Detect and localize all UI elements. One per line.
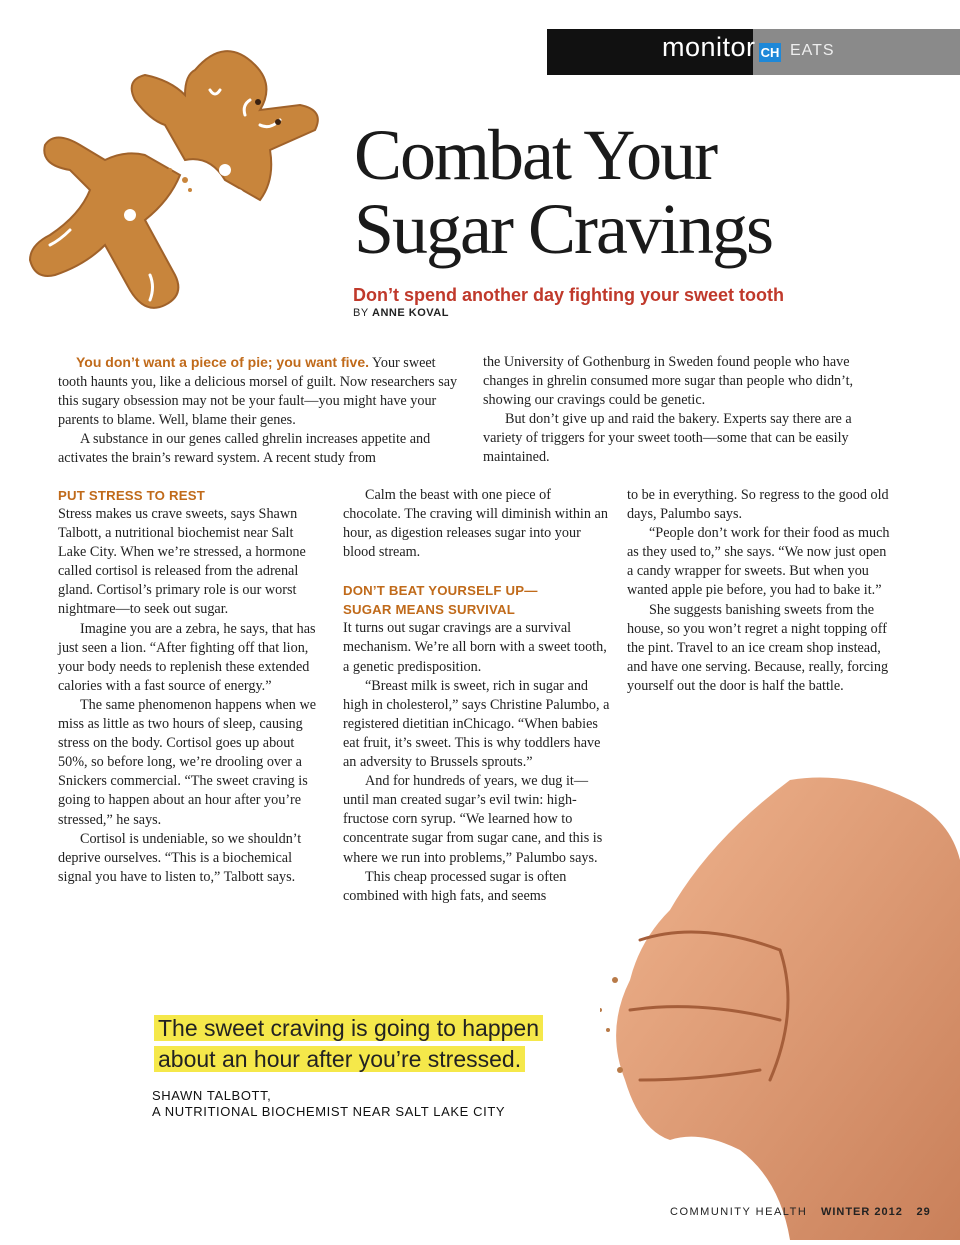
pull-quote-attribution (152, 1088, 505, 1120)
section-label: monitor (662, 32, 756, 62)
title-line: Combat Your (354, 115, 717, 195)
body-paragraph: She suggests banishing sweets from the house, so you won’t regret a night topping off the pint. Travel to an ice cream shop instead, and have one serving. Because, really, forcing yourself out the door is half the battle. (627, 601, 889, 694)
fist-image (600, 770, 960, 1240)
title-line: Sugar Cravings (354, 189, 772, 269)
broken-gingerbread-image (10, 30, 350, 330)
byline-prefix: BY (353, 307, 369, 319)
section-heading: PUT STRESS TO REST (58, 488, 205, 503)
page-number: 29 (916, 1206, 931, 1218)
body-paragraph: The same phenomenon happens when we miss as little as two hours of sleep, causing stress on the body. Cortisol goes up about 50%, so before long, we’re drooling over a Snickers commercial. “The sweet craving is going to happen about an hour after you’re stressed,” he says. (58, 696, 316, 828)
subsection-label: EATS (790, 42, 835, 59)
pull-quote-line: The sweet craving is going to happen (154, 1015, 543, 1041)
intro-paragraph (58, 353, 463, 430)
section-heading (343, 581, 611, 619)
publication-name: COMMUNITY HEALTH (670, 1206, 808, 1218)
attribution-line: SHAWN TALBOTT, (152, 1088, 272, 1103)
intro-paragraph: A substance in our genes called ghrelin increases appetite and activates the brain’s reward system. A recent study from (58, 431, 431, 467)
intro-paragraph: the University of Gothenburg in Sweden found people who have changes in ghrelin consumed more sugar than people who didn’t, showing our cravings could be genetic. (483, 354, 854, 409)
section-header-subbar (753, 29, 960, 75)
pull-quote (154, 1013, 574, 1075)
intro-column-left (58, 353, 463, 469)
body-column-3 (627, 486, 895, 696)
body-paragraph: Calm the beast with one piece of chocolate. The craving will diminish within an hour, as digestion releases sugar into your blood stream. (343, 487, 608, 561)
body-paragraph: “People don’t work for their food as much as they used to,” she says. “We now just open a candy wrapper for sweets. But when you wanted apple pie before, you had to bake it.” (627, 525, 890, 599)
article-title (354, 115, 914, 269)
page-footer (670, 1206, 931, 1218)
body-paragraph: And for hundreds of years, we dug it—until man created sugar’s evil twin: high-fructose corn syrup. “We learned how to concentrate sugar from sugar cane, and this is where we run into problems,” Palumbo says. (343, 773, 603, 866)
body-paragraph: Imagine you are a zebra, he says, that has just seen a lion. “After fighting off that lion, your body needs to replenish these extended calories with a fast source of energy.” (58, 620, 316, 694)
author-name: ANNE KOVAL (372, 307, 449, 319)
lead-in: You don’t want a piece of pie; you want five. (76, 354, 369, 370)
section-heading-line: SUGAR MEANS SURVIVAL (343, 602, 516, 618)
body-column-1 (58, 486, 323, 887)
body-paragraph: to be in everything. So regress to the good old days, Palumbo says. (627, 487, 889, 523)
intro-column-right (483, 353, 893, 468)
lead-text: Your sweet tooth haunts you, like a delicious morsel of guilt. Now researchers say this sugary obsession may not be your fault—you might have your parents to blame. Well, blame their genes. (58, 355, 458, 429)
attribution-line: A NUTRITIONAL BIOCHEMIST NEAR SALT LAKE CITY (152, 1104, 506, 1119)
body-paragraph: Cortisol is undeniable, so we shouldn’t deprive ourselves. “This is a biochemical signal you have to listen to,” Talbott says. (58, 830, 302, 885)
publication-badge: CH (760, 45, 780, 60)
pull-quote-line: about an hour after you’re stressed. (154, 1046, 525, 1072)
body-column-2 (343, 486, 611, 906)
section-heading-line: DON’T BEAT YOURSELF UP— (343, 583, 538, 599)
body-paragraph: It turns out sugar cravings are a survival mechanism. We’re all born with a sweet tooth, a genetic predisposition. (343, 620, 607, 675)
body-paragraph: This cheap processed sugar is often combined with high fats, and seems (343, 868, 567, 904)
byline (353, 307, 449, 319)
issue-label: WINTER 2012 (820, 1206, 903, 1218)
body-paragraph: Stress makes us crave sweets, says Shawn Talbott, a nutritional biochemist near Salt Lake City. When we’re stressed, a hormone called cortisol is released from the adrenal gland. Cortisol’s primary role is our worst nightmare—to seek out sugar. (58, 506, 306, 618)
intro-paragraph: But don’t give up and raid the bakery. Experts say there are a variety of triggers for your sweet tooth—some that can be easily maintained. (483, 411, 852, 466)
body-paragraph: “Breast milk is sweet, rich in sugar and high in cholesterol,” says Christine Palumbo, a registered dietitian inChicago. “When babies eat fruit, it’s sweet. This is why toddlers have an adversity to Brussels sprouts.” (343, 677, 610, 771)
article-subtitle: Don’t spend another day fighting your sweet tooth (353, 285, 784, 305)
